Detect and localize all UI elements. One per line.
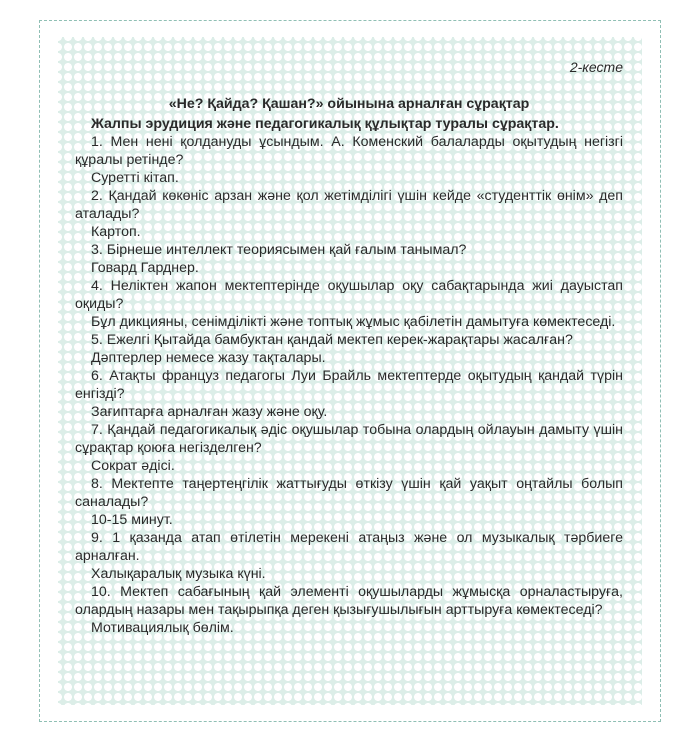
answer-10: Мотивациялық бөлім. — [91, 620, 234, 636]
answer-8: 10-15 минут. — [91, 512, 173, 528]
question-10: 10. Мектеп сабағының қай элементі оқушыларды жұмысқа орналастыруға, олардың назары мен тақырыпқа деген қызығушылығын арттыруға көмектеседі? — [75, 584, 623, 618]
answer-5: Дәптерлер немесе жазу тақталары. — [91, 350, 326, 366]
section-subtitle: Жалпы эрудиция және педагогикалық құлықтар туралы сұрақтар. — [91, 116, 559, 132]
question-3: 3. Бірнеше интеллект теориясымен қай ғалым танымал? — [91, 242, 467, 258]
question-5: 5. Ежелгі Қытайда бамбуктан қандай мектеп керек-жарақтары жасалған? — [91, 332, 573, 348]
answer-4: Бұл дикцияны, сенімділікті және топтық жұмыс қабілетін дамытуға көмектеседі. — [91, 314, 616, 330]
answer-2: Картоп. — [91, 224, 141, 240]
question-8: 8. Мектепте таңертеңгілік жаттығуды өткізу үшін қай уақыт оңтайлы болып саналады? — [75, 476, 623, 510]
question-6: 6. Атақты француз педагогы Луи Брайль мектептерде оқытудың қандай түрін енгізді? — [75, 368, 623, 402]
answer-9: Халықаралық музыка күні. — [91, 566, 266, 582]
question-2: 2. Қандай көкөніс арзан және қол жетімділігі үшін кейде «студенттік өнім» деп аталады? — [75, 188, 623, 222]
answer-6: Зағиптарға арналған жазу және оқу. — [91, 404, 328, 420]
question-7: 7. Қандай педагогикалық әдіс оқушылар тобына олардың ойлауын дамыту үшін сұрақтар қоюға негізделген? — [75, 422, 623, 456]
question-4: 4. Неліктен жапон мектептерінде оқушылар оқу сабақтарында жиі дауыстап оқиды? — [75, 278, 623, 312]
table-label: 2-кесте — [569, 59, 623, 75]
page-title: «Не? Қайда? Қашан?» ойынына арналған сұрақтар — [168, 96, 530, 112]
quiz-table — [75, 50, 623, 637]
answer-7: Сократ әдісі. — [91, 458, 175, 474]
question-1: 1. Мен нені қолдануды ұсындым. А. Коменский балаларды оқытудың негізгі құралы ретінде? — [75, 134, 623, 168]
question-9: 9. 1 қазанда атап өтілетін мерекені атаңыз және ол музыкалық тәрбиеге арналған. — [75, 530, 623, 564]
answer-1: Суретті кітап. — [91, 170, 179, 186]
answer-3: Говард Гарднер. — [91, 260, 199, 276]
